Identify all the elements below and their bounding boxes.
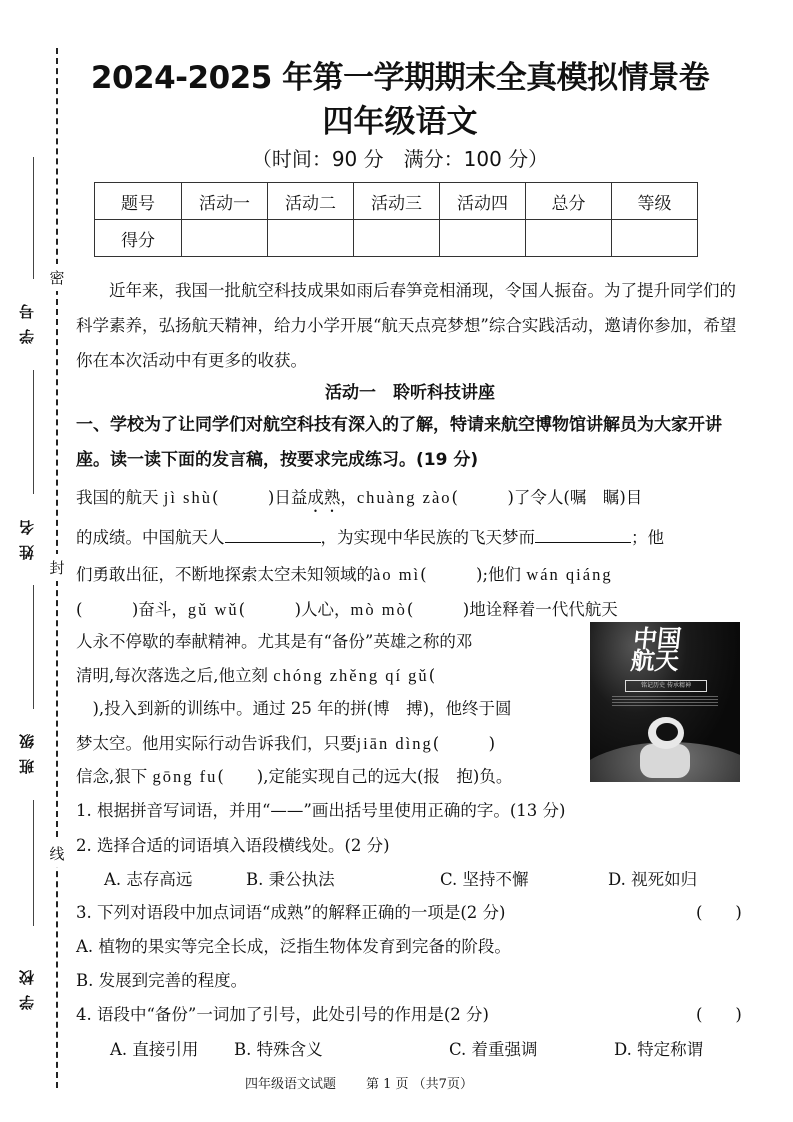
score-cell[interactable] [440,220,526,257]
china-aerospace-poster-image [590,622,740,782]
binding-margin [0,0,80,1122]
q4-option-d[interactable]: D. 特定称谓 [614,1040,704,1059]
q3-option-b[interactable]: B. 发展到完善的程度。 [76,971,248,990]
score-cell[interactable] [182,220,268,257]
sub-question-3: 3. 下列对语段中加点词语“成熟”的解释正确的一项是(2 分) [76,903,506,922]
intro-paragraph: 近年来，我国一批航空科技成果如雨后春笋竞相涌现，令国人振奋。为了提升同学们的科学素养，弘扬航天精神，给力小学开展“航天点亮梦想”综合实践活动，邀请你参加，希望你在本次活动中有更多的收获。 [76,281,737,370]
q4-option-b[interactable]: B. 特殊含义 [234,1040,323,1059]
header-cell: 活动二 [268,183,354,220]
class-line[interactable] [33,585,34,709]
score-cell[interactable] [354,220,440,257]
answer-blank[interactable] [225,526,321,543]
q3-option-a[interactable]: A. 植物的果实等完全长成，泛指生物体发育到完备的阶段。 [76,937,511,956]
exam-meta: （时间：90 分 满分：100 分） [251,147,549,171]
passage-line: 我国的航天 jì shù( )日益成熟，chuàng zào( )了令人(嘱 瞩)目 [76,488,643,507]
astronaut-visor [656,723,678,741]
page-footer [245,1073,503,1092]
seal-char-xian: 线 [49,840,65,867]
exam-subtitle: 四年级语文 [322,104,478,140]
q4-option-c[interactable]: C. 着重强调 [449,1040,538,1059]
student-id-label: 学号 [18,294,36,344]
poster-title: 中国 航天 [629,625,683,675]
passage-line: ),投入到新的训练中。通过 25 年的拼(博 搏)，他终于圆 [76,699,512,718]
header-cell: 活动一 [182,183,268,220]
q2-option-d[interactable]: D. 视死如归 [608,870,698,889]
score-table-score-row [95,220,698,257]
footer-page-number: 第 1 页 （共7页） [366,1077,473,1092]
score-cell[interactable] [526,220,612,257]
school-line[interactable] [33,800,34,926]
row-label: 得分 [95,220,182,257]
question-one-prompt: 一、学校为了让同学们对航空科技有深入的了解，特请来航空博物馆讲解员为大家开讲座。读一读下面的发言稿，按要求完成练习。(19 分) [76,415,722,470]
score-cell[interactable] [612,220,698,257]
name-label: 姓名 [18,510,36,560]
seal-char-feng: 封 [49,554,65,581]
seal-char-mi: 密 [49,264,65,291]
sub-question-1: 1. 根据拼音写词语，并用“——”画出括号里使用正确的字。(13 分) [76,801,566,820]
passage-line: 的成绩。中国航天人 ，为实现中华民族的飞天梦而 ；他 [76,528,664,547]
name-line[interactable] [33,370,34,494]
sub-question-2: 2. 选择合适的词语填入语段横线处。(2 分) [76,836,390,855]
passage-line: 梦太空。他用实际行动告诉我们，只要jiān dìng( ) [76,734,496,753]
passage-line: 信念,狠下 gōng fu( ),定能实现自己的远大(报 抱)负。 [76,767,513,786]
q2-option-c[interactable]: C. 坚持不懈 [440,870,529,889]
footer-subject: 四年级语文试题 [245,1077,337,1092]
header-cell: 等级 [612,183,698,220]
activity-one-title: 活动一 聆听科技讲座 [325,383,495,403]
passage-line: 人永不停歇的奉献精神。尤其是有“备份”英雄之称的邓 [76,632,473,651]
q4-answer-box[interactable]: ( ) [696,1005,742,1024]
q2-option-b[interactable]: B. 秉公执法 [246,870,335,889]
header-cell: 题号 [95,183,182,220]
answer-blank[interactable] [535,526,631,543]
header-cell: 活动四 [440,183,526,220]
astronaut-body [640,744,690,778]
q2-option-a[interactable]: A. 志存高远 [104,870,193,889]
dotted-word: 成熟 [307,488,341,507]
score-table [94,182,698,257]
poster-tagline: 铭记历史 传承精神 [625,680,707,692]
school-label: 学校 [18,960,36,1010]
score-table-header-row [95,183,698,220]
student-id-line[interactable] [33,157,34,279]
passage-line: 清明,每次落选之后,他立刻 chóng zhěng qí gǔ( [76,666,436,685]
q4-option-a[interactable]: A. 直接引用 [110,1040,199,1059]
score-cell[interactable] [268,220,354,257]
passage-line: 们勇敢出征，不断地探索太空未知领域的ào mì( );他们 wán qiáng [76,565,613,584]
poster-body-text [612,696,718,706]
header-cell: 总分 [526,183,612,220]
header-cell: 活动三 [354,183,440,220]
passage-line: ( )奋斗，gǔ wǔ( )人心，mò mò( )地诠释着一代代航天 [76,600,618,619]
sub-question-4: 4. 语段中“备份”一词加了引号，此处引号的作用是(2 分) [76,1005,489,1024]
exam-title: 2024-2025 年第一学期期末全真模拟情景卷 [90,60,710,96]
q3-answer-box[interactable]: ( ) [696,903,742,922]
class-label: 班级 [18,724,36,774]
